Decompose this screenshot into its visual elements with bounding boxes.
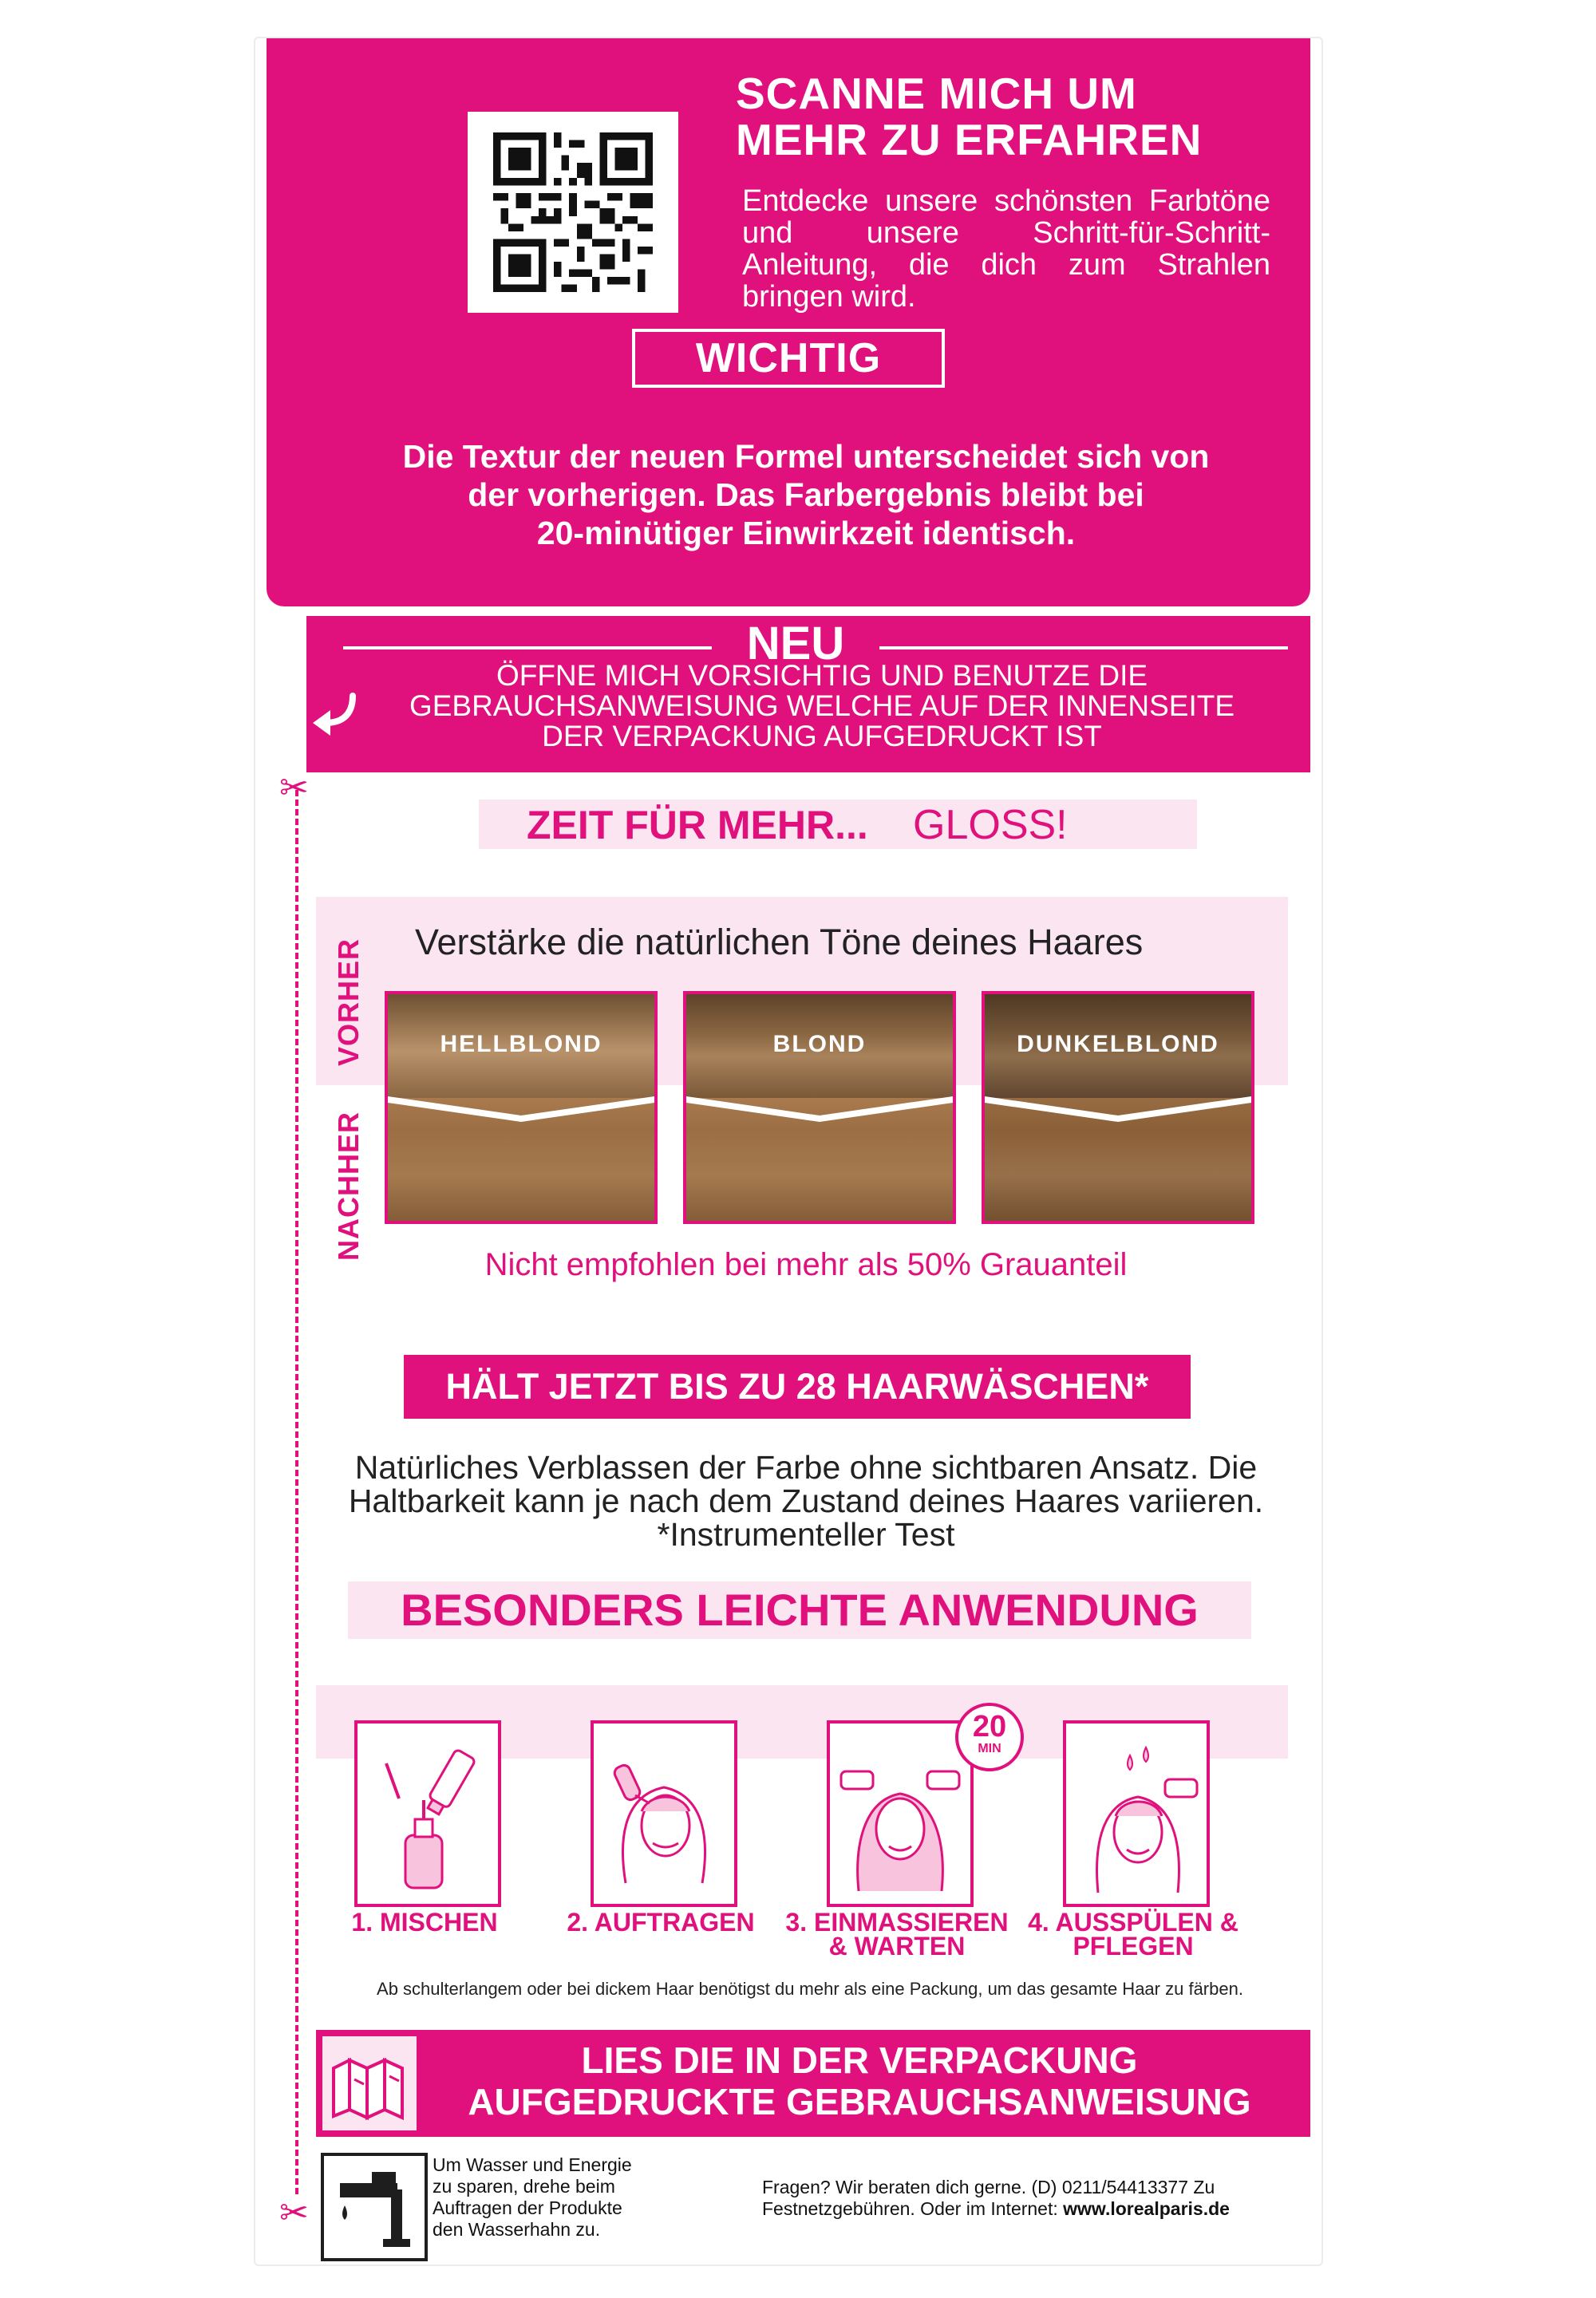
durability-line2: Haltbarkeit kann je nach dem Zustand deines Haares variieren.	[348, 1483, 1264, 1519]
step-label-mix	[305, 1908, 544, 1937]
leaflet-icon	[322, 2036, 417, 2130]
chevron-divider-icon	[686, 994, 953, 1221]
step-label-massage	[777, 1910, 1017, 1958]
shade-swatch-blond	[683, 991, 956, 1224]
chevron-divider-icon	[388, 994, 654, 1221]
divider-line	[343, 646, 712, 650]
formula-notice-line2: der vorherigen. Das Farbergebnis bleibt bei	[468, 476, 1144, 513]
chevron-divider-icon	[985, 994, 1251, 1221]
headline-part2: GLOSS!	[913, 802, 1068, 848]
after-label: NACHHER	[332, 1111, 365, 1261]
step-label-rinse	[1013, 1910, 1253, 1958]
durability-badge: HÄLT JETZT BIS ZU 28 HAARWÄSCHEN*	[404, 1355, 1191, 1419]
formula-notice	[335, 437, 1277, 552]
step-rinse-card	[1063, 1720, 1210, 1907]
application-title: BESONDERS LEICHTE ANWENDUNG	[348, 1581, 1251, 1639]
formula-notice-line3: 20-minütiger Einwirkzeit identisch.	[536, 515, 1076, 551]
mix-bottles-icon	[358, 1724, 498, 1904]
qr-code[interactable]	[468, 112, 678, 313]
instructions-text	[425, 2039, 1294, 2122]
timer-badge	[955, 1703, 1024, 1771]
water-line: den Wasserhahn zu.	[433, 2219, 601, 2240]
divider-line	[879, 646, 1288, 650]
formula-notice-line1: Die Textur der neuen Formel unterscheidet sich von	[402, 438, 1210, 475]
woman-rinsing-icon	[1066, 1724, 1207, 1904]
step-label-line: & WARTEN	[828, 1932, 966, 1960]
water-saving-text	[433, 2154, 672, 2241]
shade-name: BLOND	[772, 1031, 867, 1057]
before-label: VORHER	[332, 938, 365, 1066]
contact-line1: Fragen? Wir beraten dich gerne. (D) 0211/54413377 Zu	[762, 2177, 1215, 2197]
curved-arrow-icon	[306, 686, 364, 744]
water-line: Um Wasser und Energie	[433, 2154, 632, 2175]
instructions-line2: AUFGEDRUCKTE GEBRAUCHSANWEISUNG	[468, 2081, 1251, 2122]
step-label-line: PFLEGEN	[1073, 1932, 1194, 1960]
scissors-icon: ✂	[279, 2193, 309, 2233]
timer-value: 20	[972, 1710, 1007, 1743]
woman-massaging-icon	[830, 1724, 970, 1904]
contact-line2	[762, 2198, 1289, 2220]
water-tap-icon	[321, 2153, 428, 2261]
water-line: Auftragen der Produkte	[433, 2197, 622, 2218]
cut-line	[295, 790, 298, 2194]
contact-line2-prefix: Festnetzgebühren. Oder im Internet:	[762, 2198, 1058, 2219]
scan-title-line1: SCANNE MICH UM	[736, 69, 1137, 118]
shade-name: HELLBLOND	[440, 1031, 602, 1057]
step-label-line: 1. MISCHEN	[351, 1908, 498, 1937]
step-label-line: 3. EINMASSIEREN	[785, 1908, 1009, 1937]
new-notice-line3: DER VERPACKUNG AUFGEDRUCKT IST	[542, 720, 1102, 752]
headline-part1: ZEIT FÜR MEHR...	[527, 803, 868, 847]
scissors-icon: ✂	[279, 768, 309, 807]
shade-swatch-hellblond	[385, 991, 658, 1224]
step-mix-card	[354, 1720, 501, 1907]
new-notice-line1: ÖFFNE MICH VORSICHTIG UND BENUTZE DIE	[496, 659, 1148, 692]
durability-line3: *Instrumenteller Test	[657, 1516, 955, 1553]
water-line: zu sparen, drehe beim	[433, 2176, 615, 2197]
shade-swatch-dunkelblond	[982, 991, 1254, 1224]
website-link[interactable]: www.lorealparis.de	[1063, 2198, 1230, 2219]
grey-coverage-note: Nicht empfohlen bei mehr als 50% Grauanteil	[484, 1247, 1128, 1282]
qr-code-icon	[492, 132, 654, 292]
durability-text	[303, 1451, 1309, 1551]
step-label-line: 2. AUFTRAGEN	[567, 1908, 755, 1937]
scan-title	[736, 70, 1278, 163]
contact-info	[762, 2177, 1289, 2220]
durability-line1: Natürliches Verblassen der Farbe ohne sichtbaren Ansatz. Die	[354, 1449, 1258, 1486]
instructions-line1: LIES DIE IN DER VERPACKUNG	[581, 2039, 1138, 2081]
step-label-line: 4. AUSSPÜLEN &	[1028, 1908, 1238, 1937]
step-label-apply	[541, 1908, 780, 1937]
new-notice-line2: GEBRAUCHSANWEISUNG WELCHE AUF DER INNENSEITE	[409, 689, 1235, 722]
step-apply-card	[591, 1720, 737, 1907]
long-hair-note: Ab schulterlangem oder bei dickem Haar benötigst du mehr als eine Packung, um das gesamte Haar zu färben.	[377, 1979, 1243, 1999]
new-title: NEU	[746, 618, 845, 669]
shade-subtitle: Verstärke die natürlichen Töne deines Haares	[415, 922, 1144, 962]
important-label: WICHTIG	[632, 329, 945, 388]
scan-description: Entdecke unsere schönsten Farbtöne und unsere Schritt-für-Schritt-Anleitung, die dich zum Strahlen bringen wird.	[742, 184, 1270, 314]
scan-title-line2: MEHR ZU ERFAHREN	[736, 115, 1203, 164]
new-notice-text	[351, 661, 1293, 752]
timer-unit: MIN	[978, 1742, 1001, 1755]
woman-applying-icon	[594, 1724, 734, 1904]
step-massage-card	[827, 1720, 974, 1907]
shade-name: DUNKELBLOND	[1017, 1031, 1219, 1057]
